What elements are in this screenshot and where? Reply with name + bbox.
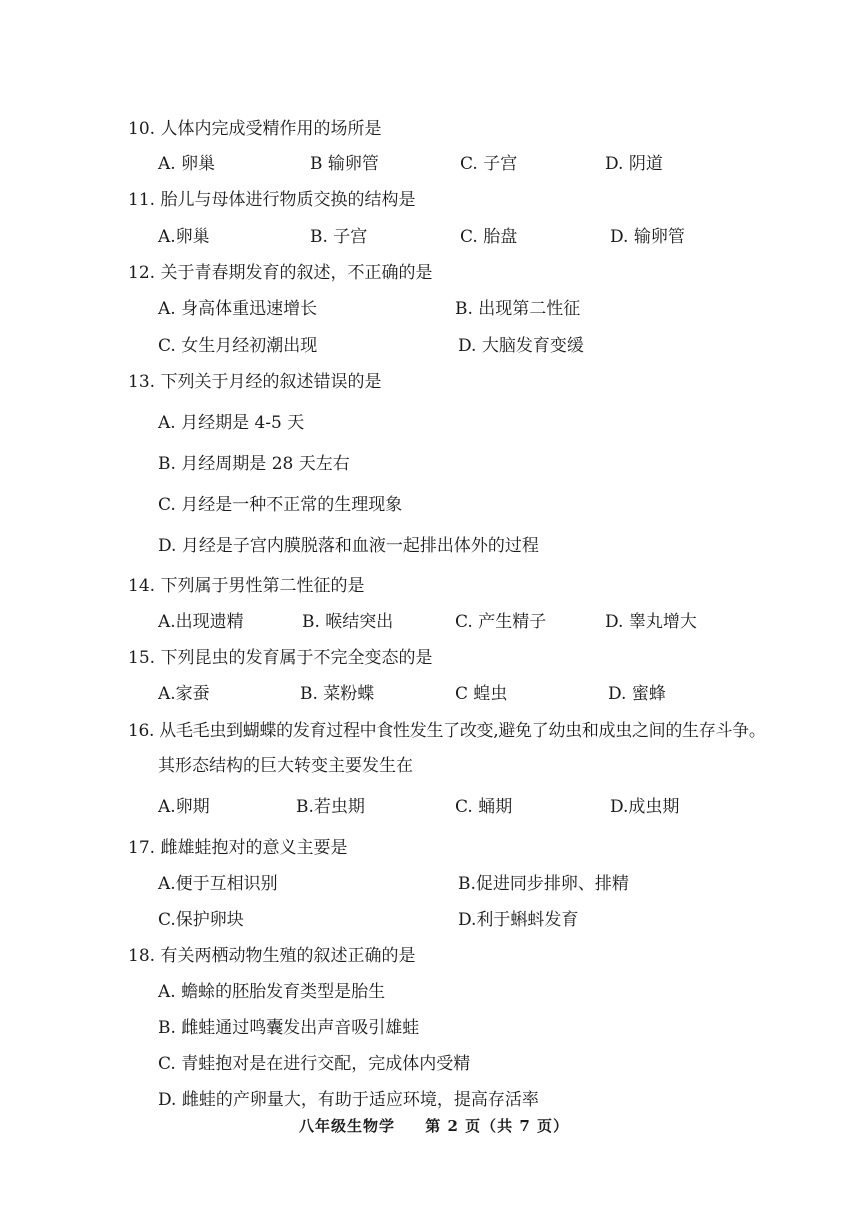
q17-option-a: A.便于互相识别 [158, 874, 278, 894]
question-16-stem-continued: 其形态结构的巨大转变主要发生在 [158, 756, 413, 776]
q11-option-b: B. 子宫 [310, 227, 368, 247]
q15-option-b: B. 菜粉蝶 [300, 684, 375, 704]
q10-option-c: C. 子宫 [460, 154, 518, 174]
q16-option-c: C. 蛹期 [455, 797, 513, 817]
q13-option-b: B. 月经周期是 28 天左右 [158, 454, 350, 474]
q14-option-c: C. 产生精子 [455, 612, 547, 632]
q17-option-d: D.利于蝌蚪发育 [458, 910, 579, 930]
q14-option-d: D. 睾丸增大 [605, 612, 697, 632]
q17-option-c: C.保护卵块 [158, 910, 244, 930]
q15-option-a: A.家蚕 [158, 684, 210, 704]
q18-option-d: D. 雌蛙的产卵量大，有助于适应环境，提高存活率 [158, 1090, 539, 1110]
q13-option-a: A. 月经期是 4-5 天 [158, 413, 305, 433]
q10-option-d: D. 阴道 [605, 154, 663, 174]
question-18-stem: 18. 有关两栖动物生殖的叙述正确的是 [128, 946, 416, 966]
q11-option-d: D. 输卵管 [610, 227, 685, 247]
q17-option-b: B.促进同步排卵、排精 [458, 874, 629, 894]
q15-option-c: C 蝗虫 [455, 684, 508, 704]
question-12-stem: 12. 关于青春期发育的叙述，不正确的是 [128, 263, 433, 283]
q18-option-b: B. 雌蛙通过鸣囊发出声音吸引雄蛙 [158, 1018, 420, 1038]
q16-option-a: A.卵期 [158, 797, 210, 817]
q11-option-c: C. 胎盘 [460, 227, 518, 247]
question-14-stem: 14. 下列属于男性第二性征的是 [128, 576, 365, 596]
q15-option-d: D. 蜜蜂 [608, 684, 666, 704]
q14-option-a: A.出现遗精 [158, 612, 244, 632]
question-10-stem: 10. 人体内完成受精作用的场所是 [128, 119, 382, 139]
q12-option-c: C. 女生月经初潮出现 [158, 336, 318, 356]
q14-option-b: B. 喉结突出 [302, 612, 394, 632]
q16-option-b: B.若虫期 [296, 797, 365, 817]
question-13-stem: 13. 下列关于月经的叙述错误的是 [128, 372, 382, 392]
question-16-stem: 16. 从毛毛虫到蝴蝶的发育过程中食性发生了改变,避免了幼虫和成虫之间的生存斗争。 [128, 721, 766, 741]
question-17-stem: 17. 雌雄蛙抱对的意义主要是 [128, 838, 348, 858]
q12-option-b: B. 出现第二性征 [455, 299, 581, 319]
q10-option-b: B 输卵管 [310, 154, 379, 174]
q18-option-a: A. 蟾蜍的胚胎发育类型是胎生 [158, 982, 386, 1002]
question-15-stem: 15. 下列昆虫的发育属于不完全变态的是 [128, 648, 433, 668]
q18-option-c: C. 青蛙抱对是在进行交配，完成体内受精 [158, 1054, 471, 1074]
footer-page-number: 第 2 页（共 7 页） [425, 1117, 569, 1135]
q16-option-d: D.成虫期 [610, 797, 680, 817]
q12-option-d: D. 大脑发育变缓 [458, 336, 584, 356]
footer-subject: 八年级生物学 [298, 1117, 395, 1135]
q11-option-a: A.卵巢 [158, 227, 210, 247]
q13-option-c: C. 月经是一种不正常的生理现象 [158, 495, 403, 515]
page-footer [0, 1115, 868, 1136]
q13-option-d: D. 月经是子宫内膜脱落和血液一起排出体外的过程 [158, 536, 539, 556]
q12-option-a: A. 身高体重迅速增长 [158, 299, 318, 319]
q10-option-a: A. 卵巢 [158, 154, 216, 174]
question-11-stem: 11. 胎儿与母体进行物质交换的结构是 [128, 190, 416, 210]
